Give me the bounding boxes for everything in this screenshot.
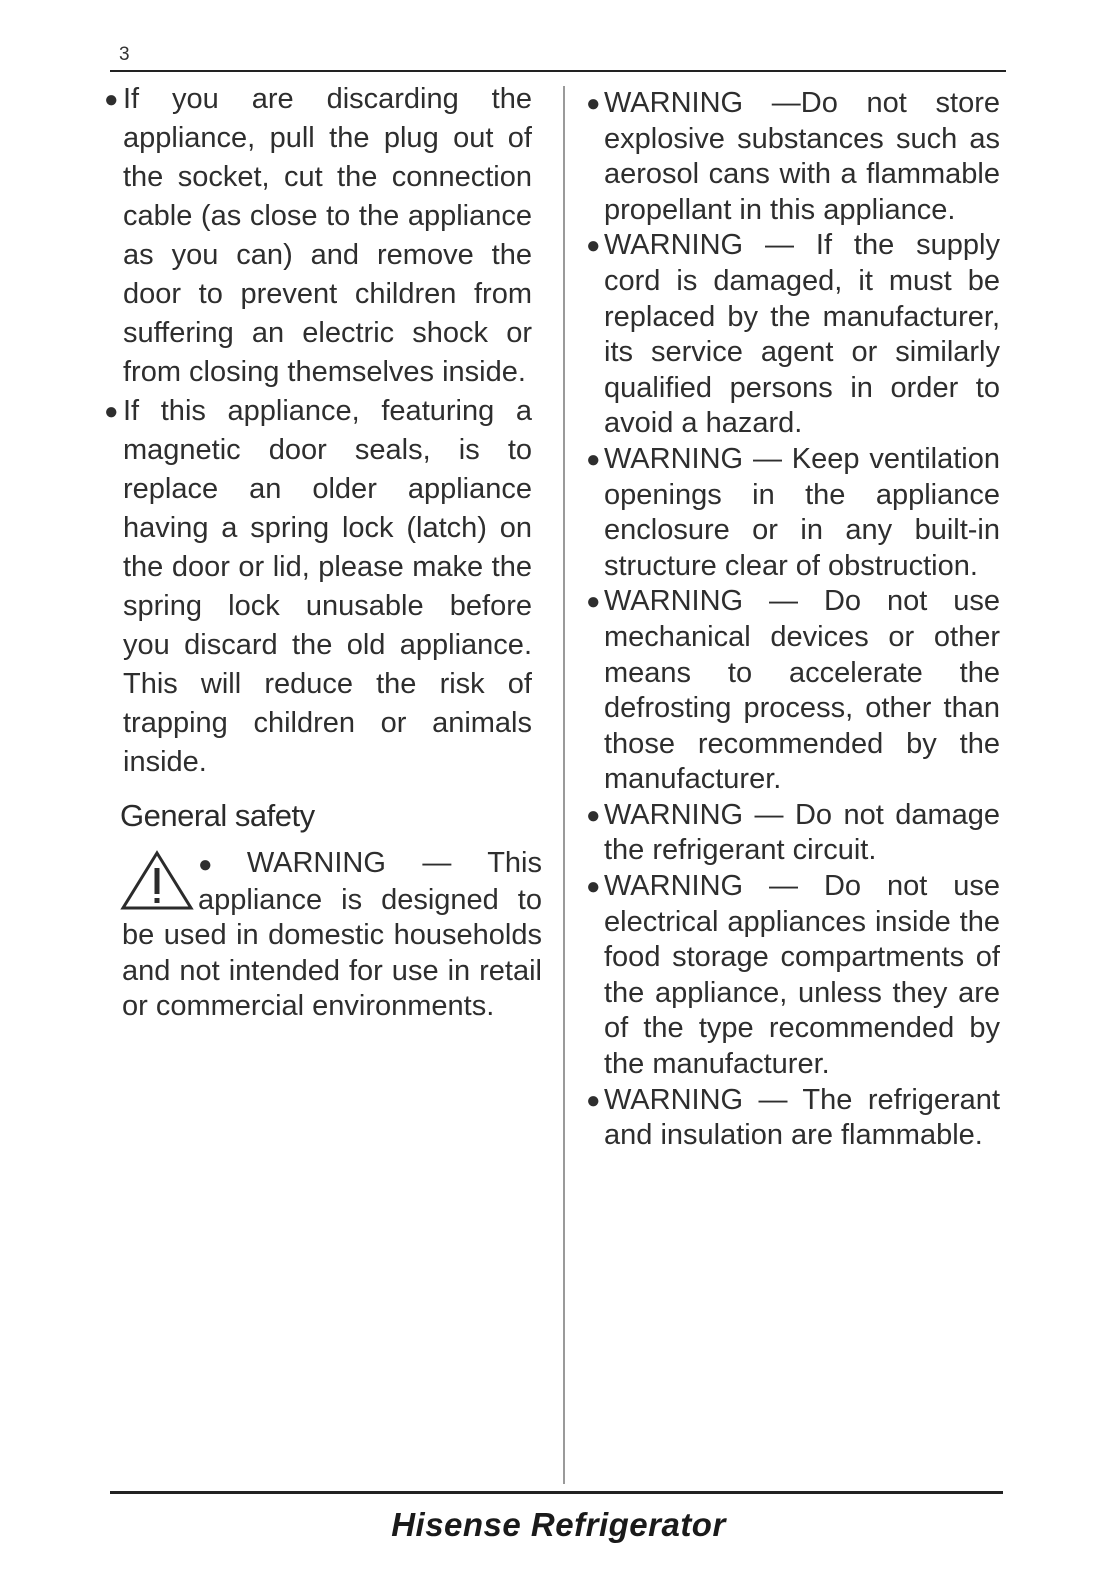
list-item	[104, 80, 532, 392]
footer-brand: Hisense Refrigerator	[391, 1506, 726, 1543]
header-rule	[110, 70, 1006, 72]
list-item-text: WARNING — The refrigerant and insulation are flammable.	[604, 1083, 1000, 1152]
bullet-icon: ●	[586, 90, 601, 117]
bullet-icon: ●	[586, 801, 601, 829]
list-item-text: WARNING — Do not damage the refrigerant circuit.	[604, 798, 1000, 867]
list-item	[586, 442, 1000, 584]
list-item-text: If this appliance, featuring a magnetic door seals, is to replace an older appliance having a spring lock (latch) on the door or lid, please make the spring lock unusable before you discard the old appliance. This will reduce the risk of trapping children or animals inside.	[123, 395, 532, 778]
list-item-text: WARNING — Keep ventilation openings in the appliance enclosure or in any built-in structure clear of obstruction.	[604, 442, 1000, 582]
list-item	[586, 228, 1000, 442]
list-item	[586, 1083, 1000, 1154]
bullet-icon: ●	[104, 398, 119, 425]
list-item-text: WARNING — If the supply cord is damaged, it must be replaced by the manufacturer, its service agent or similarly qualified persons in order to avoid a hazard.	[604, 229, 1000, 440]
bullet-icon: ●	[586, 873, 601, 901]
list-item-text: WARNING —Do not store explosive substances such as aerosol cans with a flammable propellant in this appliance.	[604, 87, 1000, 226]
bullet-icon: ●	[586, 445, 601, 473]
bullet-icon: ●	[104, 86, 119, 113]
bullet-icon: ●	[586, 588, 601, 616]
right-column	[586, 86, 1000, 1154]
column-divider	[563, 86, 565, 1484]
warning-triangle-icon	[120, 850, 194, 912]
list-item	[586, 798, 1000, 869]
list-item	[104, 392, 532, 782]
list-item	[586, 584, 1000, 798]
list-item	[586, 869, 1000, 1083]
bullet-icon: ●	[198, 851, 241, 878]
footer-rule	[110, 1491, 1003, 1494]
warning-text: WARNING — This appliance is designed to be used in domestic households and not intended for use in retail or commercial environments.	[122, 847, 542, 1023]
general-safety-warning	[122, 846, 542, 1025]
list-item	[586, 86, 1000, 228]
bullet-icon: ●	[586, 232, 601, 260]
list-item-text: WARNING — Do not use electrical appliances inside the food storage compartments of the appliance, unless they are of the type recommended by the manufacturer.	[604, 870, 1000, 1081]
list-item-text: If you are discarding the appliance, pull the plug out of the socket, cut the connection cable (as close to the appliance as you can) and remove the door to prevent children from suffering an electric shock or from closing themselves inside.	[123, 83, 532, 388]
list-item-text: WARNING — Do not use mechanical devices or other means to accelerate the defrosting process, other than those recommended by the manufacturer.	[604, 585, 1000, 796]
section-heading: General safety	[120, 798, 315, 833]
left-column	[104, 80, 542, 1025]
bullet-icon: ●	[586, 1086, 601, 1114]
page-number: 3	[119, 44, 130, 65]
